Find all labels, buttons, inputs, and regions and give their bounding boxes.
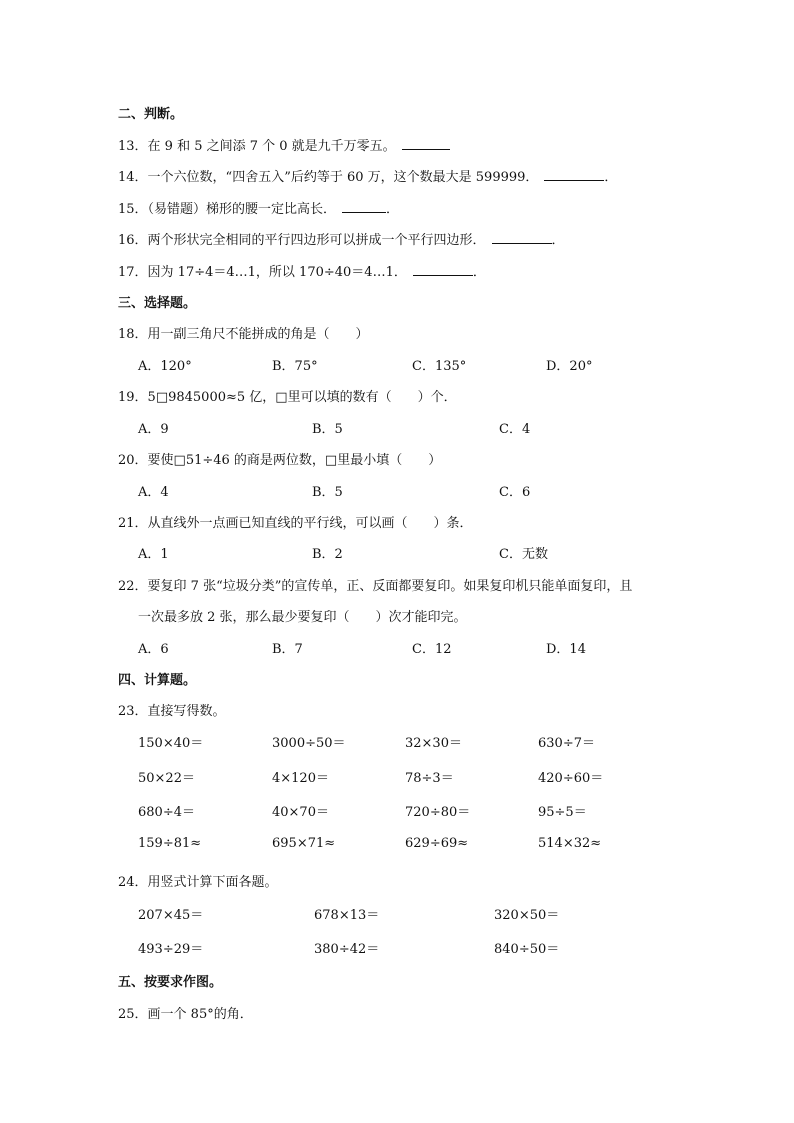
question-23-text: 23．直接写得数。 xyxy=(118,704,226,719)
question-22-text-line2: 一次最多放 2 张，那么最少要复印（ ）次才能印完。 xyxy=(138,610,467,625)
question-17-tail: ． xyxy=(472,265,486,280)
question-13 xyxy=(118,135,450,154)
question-21-text: 21．从直线外一点画已知直线的平行线，可以画（ ）条． xyxy=(118,516,473,531)
calc-item: 3000÷50＝ xyxy=(272,736,346,751)
question-16-text: 16．两个形状完全相同的平行四边形可以拼成一个平行四边形． xyxy=(118,233,486,248)
section-draw-heading: 五、按要求作图。 xyxy=(118,975,223,990)
option-a[interactable]: A．6 xyxy=(138,642,169,657)
vertical-calc-item: 380÷42＝ xyxy=(314,942,380,957)
calc-item: 78÷3＝ xyxy=(405,771,454,786)
question-20-text: 20．要使□51÷46 的商是两位数，□里最小填（ ） xyxy=(118,453,442,468)
question-22-options xyxy=(138,638,658,658)
vertical-calc-item: 207×45＝ xyxy=(138,908,204,923)
calc-item: 720÷80＝ xyxy=(405,805,471,820)
question-17 xyxy=(118,261,486,280)
option-c[interactable]: C．135° xyxy=(412,359,467,374)
option-d[interactable]: D．14 xyxy=(546,642,586,657)
option-d[interactable]: D．20° xyxy=(546,359,593,374)
answer-blank-16[interactable] xyxy=(492,231,552,244)
calc-item: 50×22＝ xyxy=(138,771,195,786)
vertical-calc-item: 493÷29＝ xyxy=(138,942,204,957)
calc-item: 150×40＝ xyxy=(138,736,204,751)
question-14-text: 14．一个六位数，“四舍五入”后约等于 60 万，这个数最大是 599999． xyxy=(118,170,539,185)
option-a[interactable]: A．1 xyxy=(138,547,169,562)
option-b[interactable]: B．75° xyxy=(272,359,318,374)
option-b[interactable]: B．5 xyxy=(312,485,343,500)
vertical-calc-item: 840÷50＝ xyxy=(494,942,560,957)
calc-item: 695×71≈ xyxy=(272,836,336,851)
question-19-options xyxy=(138,418,658,438)
question-15-tail: ． xyxy=(386,202,400,217)
question-19-text: 19．5□9845000≈5 亿，□里可以填的数有（ ）个． xyxy=(118,390,457,405)
calc-item: 32×30＝ xyxy=(405,736,462,751)
section-judge-heading: 二、判断。 xyxy=(118,107,184,122)
option-b[interactable]: B．7 xyxy=(272,642,303,657)
question-16-tail: ． xyxy=(551,233,565,248)
option-a[interactable]: A．9 xyxy=(138,422,169,437)
calc-item: 4×120＝ xyxy=(272,771,329,786)
answer-blank-15[interactable] xyxy=(342,200,386,213)
calc-item: 680÷4＝ xyxy=(138,805,195,820)
answer-blank-17[interactable] xyxy=(413,263,473,276)
calc-item: 514×32≈ xyxy=(538,836,602,851)
option-c[interactable]: C．4 xyxy=(499,422,531,437)
vertical-calc-item: 320×50＝ xyxy=(494,908,560,923)
calc-item: 629÷69≈ xyxy=(405,836,469,851)
option-c[interactable]: C．12 xyxy=(412,642,452,657)
question-17-text: 17．因为 17÷4＝4…1，所以 170÷40＝4…1． xyxy=(118,265,407,280)
section-calc-heading: 四、计算题。 xyxy=(118,673,197,688)
question-16 xyxy=(118,229,565,248)
question-14-tail: ． xyxy=(604,170,618,185)
answer-blank-14[interactable] xyxy=(544,168,604,181)
question-15 xyxy=(118,198,399,217)
question-15-text: 15．（易错题）梯形的腰一定比高长． xyxy=(118,202,337,217)
option-b[interactable]: B．2 xyxy=(312,547,343,562)
question-24-text: 24．用竖式计算下面各题。 xyxy=(118,875,278,890)
option-a[interactable]: A．120° xyxy=(138,359,192,374)
question-18-options xyxy=(138,355,658,375)
calc-item: 95÷5＝ xyxy=(538,805,587,820)
calc-item: 630÷7＝ xyxy=(538,736,595,751)
question-18-text: 18．用一副三角尺不能拼成的角是（ ） xyxy=(118,327,369,342)
question-25-text: 25．画一个 85°的角． xyxy=(118,1007,253,1022)
calc-item: 420÷60＝ xyxy=(538,771,604,786)
question-14 xyxy=(118,166,617,185)
option-c[interactable]: C．6 xyxy=(499,485,531,500)
calc-item: 40×70＝ xyxy=(272,805,329,820)
section-choice-heading: 三、选择题。 xyxy=(118,296,197,311)
option-a[interactable]: A．4 xyxy=(138,485,169,500)
calc-item: 159÷81≈ xyxy=(138,836,202,851)
question-20-options xyxy=(138,481,658,501)
answer-blank-13[interactable] xyxy=(402,137,450,150)
option-b[interactable]: B．5 xyxy=(312,422,343,437)
option-c[interactable]: C．无数 xyxy=(499,547,548,562)
question-13-text: 13．在 9 和 5 之间添 7 个 0 就是九千万零五。 xyxy=(118,139,396,154)
vertical-calc-item: 678×13＝ xyxy=(314,908,380,923)
question-22-text-line1: 22．要复印 7 张“垃圾分类”的宣传单，正、反面都要复印。如果复印机只能单面复印，且 xyxy=(118,579,633,594)
question-21-options xyxy=(138,543,658,563)
